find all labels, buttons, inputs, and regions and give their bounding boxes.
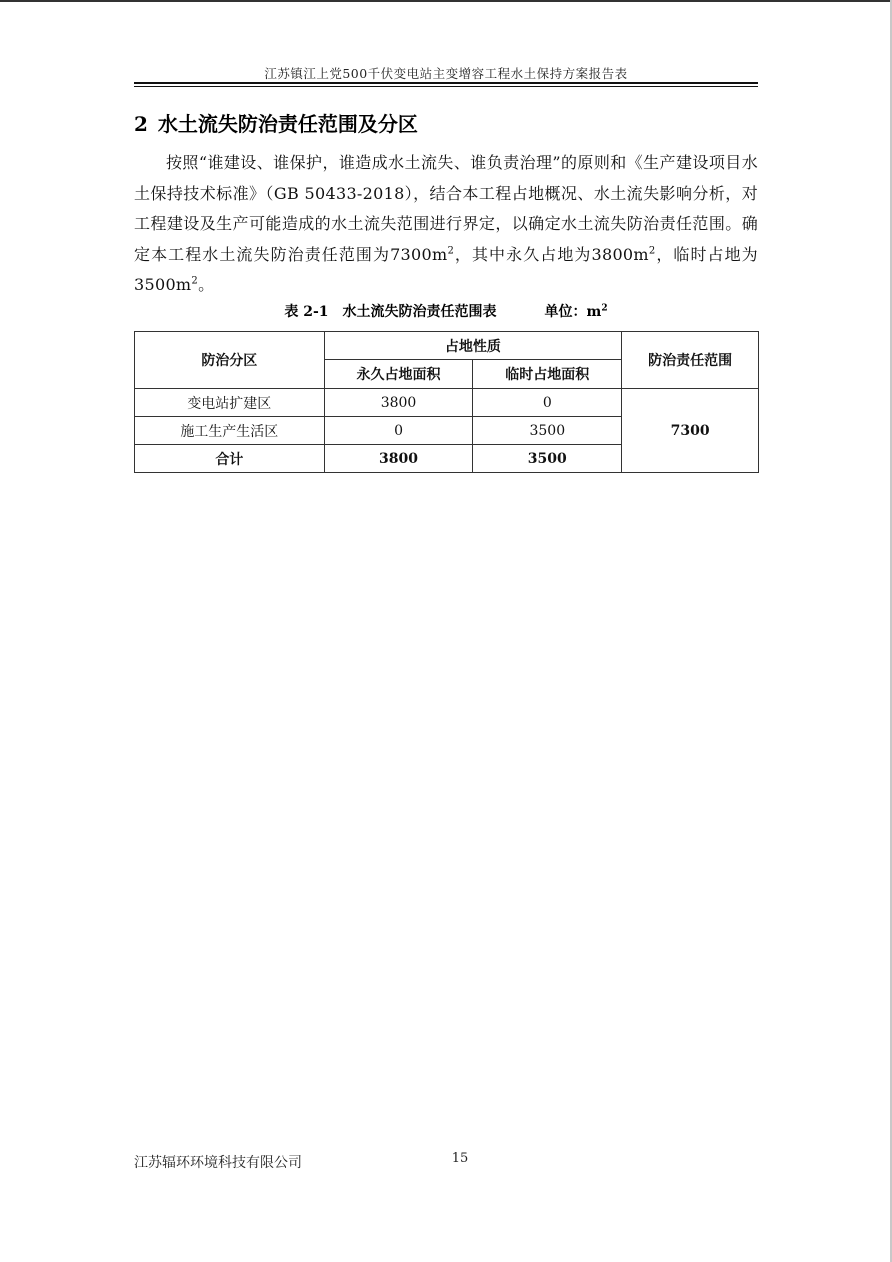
page-top-border bbox=[0, 0, 892, 2]
paragraph-text-1: 按照“谁建设、谁保护，谁造成水土流失、谁负责治理”的原则和《生产建设项目水土保持技术标准》（GB 50433-2018），结合本工程占地概况、水土流失影响分析，对工程建设及生产可能造成的水土流失范围进行界定，以确定水土流失防治责任范围。确定本工程水土流失防治责任范围为7300m bbox=[134, 153, 758, 264]
header-zone: 防治分区 bbox=[135, 332, 325, 389]
header-scope: 防治责任范围 bbox=[622, 332, 759, 389]
header-land-nature: 占地性质 bbox=[324, 332, 622, 360]
table-unit: 单位：m bbox=[544, 304, 602, 320]
section-title: 水土流失防治责任范围及分区 bbox=[157, 112, 418, 136]
page-number: 15 bbox=[451, 1151, 469, 1166]
header-rule-thin bbox=[134, 86, 758, 87]
cell-permanent: 3800 bbox=[324, 389, 473, 417]
table-row bbox=[135, 389, 759, 417]
table-caption bbox=[134, 301, 758, 321]
superscript-2: 2 bbox=[191, 275, 199, 287]
table-title: 水土流失防治责任范围表 bbox=[342, 304, 497, 320]
paragraph-text-4: 。 bbox=[198, 275, 215, 294]
cell-temporary: 0 bbox=[473, 389, 622, 417]
cell-temporary: 3500 bbox=[473, 417, 622, 445]
header-temporary: 临时占地面积 bbox=[473, 360, 622, 389]
responsibility-scope-table bbox=[134, 331, 759, 473]
table-header-row bbox=[135, 332, 759, 360]
cell-scope-total: 7300 bbox=[622, 389, 759, 473]
table-number: 表 2-1 bbox=[284, 304, 329, 320]
running-header: 江苏镇江上党500千伏变电站主变增容工程水土保持方案报告表 bbox=[264, 66, 628, 81]
header-rule-thick bbox=[134, 82, 758, 84]
cell-permanent: 0 bbox=[324, 417, 473, 445]
body-paragraph bbox=[134, 148, 758, 301]
footer-company: 江苏辐环环境科技有限公司 bbox=[134, 1155, 302, 1171]
superscript-2: 2 bbox=[648, 245, 656, 257]
cell-total-permanent: 3800 bbox=[324, 445, 473, 473]
section-number: 2 bbox=[134, 112, 148, 136]
cell-zone: 变电站扩建区 bbox=[135, 389, 325, 417]
paragraph-text-2: ，其中永久占地为3800m bbox=[454, 244, 649, 264]
cell-total-temporary: 3500 bbox=[473, 445, 622, 473]
unit-superscript: 2 bbox=[601, 303, 608, 314]
paragraph-text-3: ，临时占地为3500m bbox=[134, 244, 758, 294]
section-heading bbox=[134, 108, 418, 137]
header-permanent: 永久占地面积 bbox=[324, 360, 473, 389]
superscript-2: 2 bbox=[447, 245, 455, 257]
cell-total-label: 合计 bbox=[135, 445, 325, 473]
cell-zone: 施工生产生活区 bbox=[135, 417, 325, 445]
